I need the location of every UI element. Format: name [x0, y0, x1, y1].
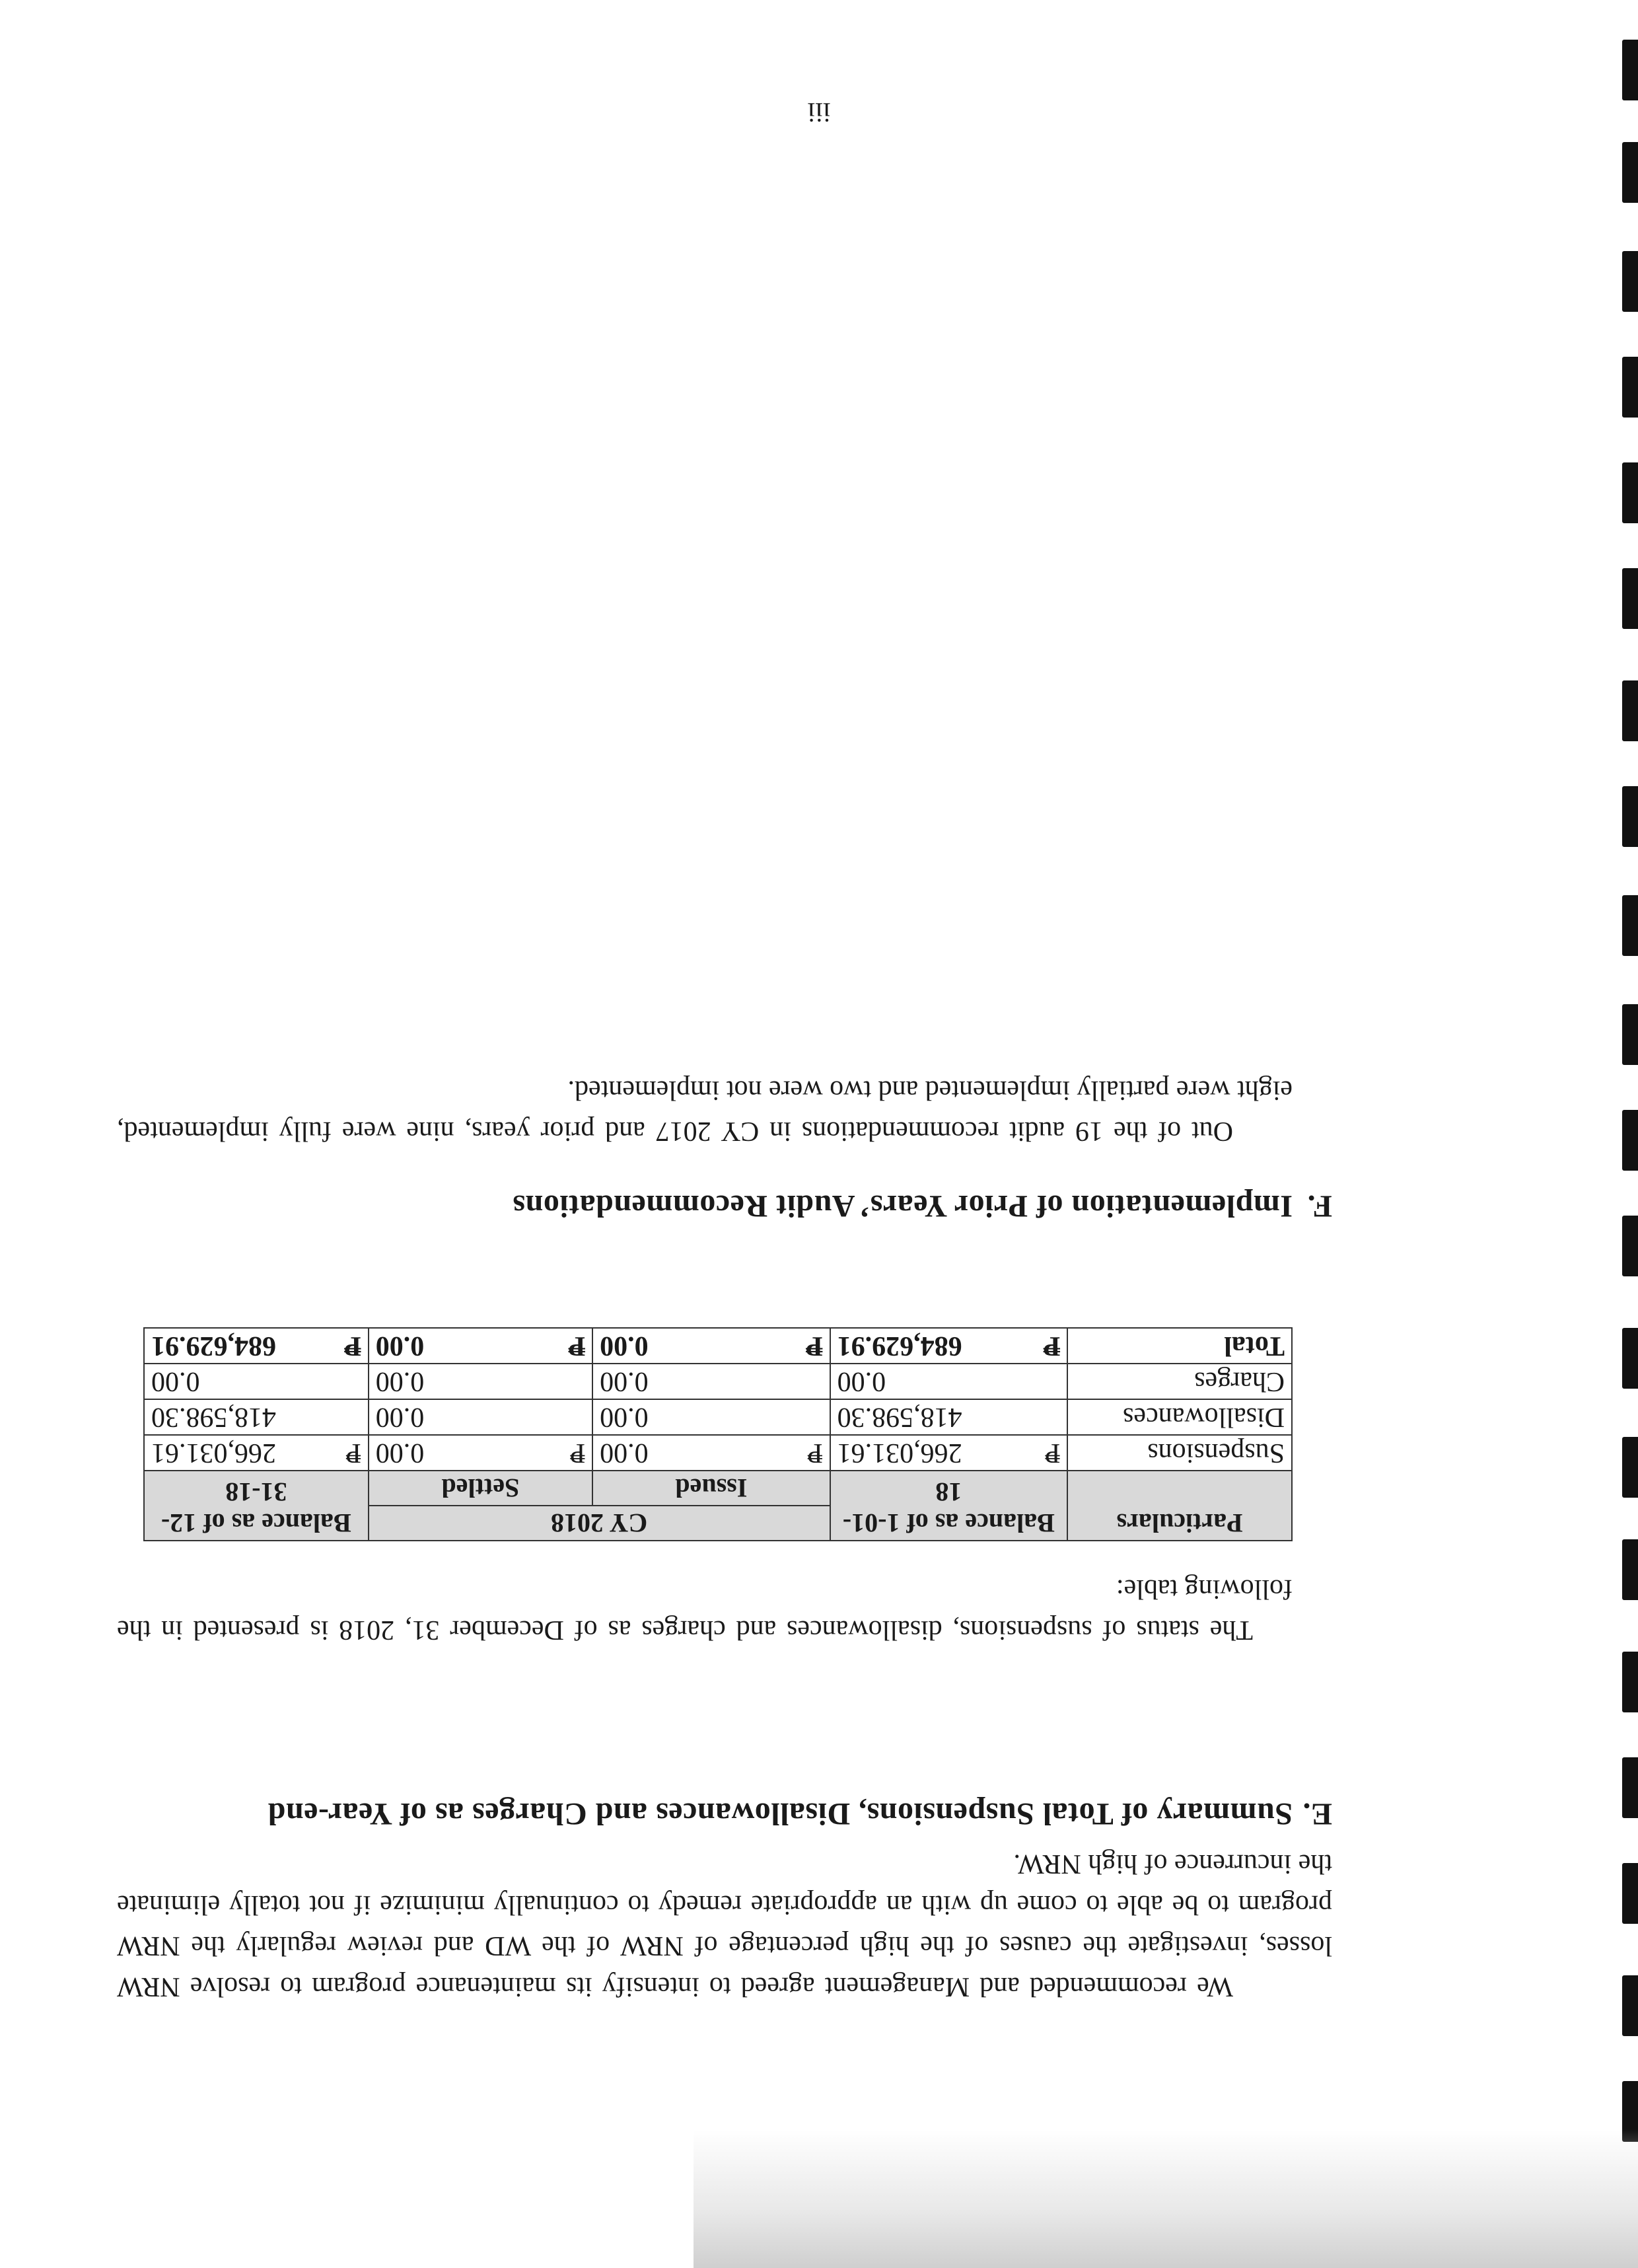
- peso-sign: ₱: [1044, 1438, 1061, 1468]
- peso-sign: ₱: [569, 1438, 586, 1468]
- peso-sign: ₱: [807, 1438, 823, 1468]
- peso-sign: ₱: [568, 1331, 586, 1361]
- header-balance-end: Balance as of 12-31-18: [144, 1471, 369, 1541]
- summary-table-block: [143, 1327, 1293, 1541]
- section-e: [117, 1796, 1332, 1832]
- section-f-body: Out of the 19 audit recommendations in CY 2017 and prior years, nine were fully implemented, eight were partially implemented and two were not implemented.: [117, 1075, 1293, 1146]
- header-cy: CY 2018: [369, 1506, 830, 1541]
- cell-issued: 0.00: [600, 1438, 649, 1468]
- peso-sign: ₱: [345, 1438, 361, 1468]
- header-settled: Settled: [369, 1471, 592, 1506]
- cell-end-total: 684,629.91: [151, 1331, 276, 1361]
- table-header-row: [144, 1506, 1292, 1541]
- cell-settled: 0.00: [369, 1364, 592, 1399]
- cell-end: 418,598.30: [144, 1399, 369, 1435]
- summary-table: [143, 1327, 1293, 1541]
- peso-sign: ₱: [344, 1331, 361, 1361]
- cell-particular: Charges: [1067, 1364, 1292, 1399]
- cell-settled: 0.00: [375, 1438, 425, 1468]
- table-row: [144, 1364, 1292, 1399]
- cell-particular: Suspensions: [1067, 1435, 1292, 1471]
- cell-begin-total: 684,629.91: [837, 1331, 962, 1361]
- cell-end: 0.00: [144, 1364, 369, 1399]
- section-e-intro: The status of suspensions, disallowances and charges as of December 31, 2018 is presented in the following table:: [117, 1574, 1293, 1645]
- cell-issued: 0.00: [592, 1364, 830, 1399]
- cell-issued: 0.00: [592, 1399, 830, 1435]
- section-e-letter: E.: [1302, 1796, 1332, 1831]
- section-f: [117, 1188, 1332, 1224]
- cell-begin: 266,031.61: [837, 1438, 962, 1468]
- cell-begin: 418,598.30: [830, 1399, 1068, 1435]
- paragraph-recommendation: We recommended and Management agreed to intensify its maintenance program to resolve NRW losses, investigate the causes of the high percentage of NRW of the WD and review regularly the NRW program to be able to come up with an appropriate remedy to continually minimize if not totally eliminate the incurrence of high NRW.: [117, 1848, 1332, 2002]
- header-issued: Issued: [592, 1471, 830, 1506]
- header-balance-begin: Balance as of 1-01-18: [830, 1471, 1068, 1541]
- page-number: iii: [807, 96, 831, 127]
- section-f-letter: F.: [1307, 1189, 1332, 1224]
- section-f-heading: [117, 1188, 1332, 1224]
- cell-end: 266,031.61: [151, 1438, 276, 1468]
- cell-particular-total: Total: [1067, 1328, 1292, 1364]
- section-e-title: Summary of Total Suspensions, Disallowances and Charges as of Year-end: [267, 1796, 1293, 1831]
- peso-sign: ₱: [1043, 1331, 1061, 1361]
- section-e-intro-block: [117, 1568, 1293, 1650]
- cell-issued-total: 0.00: [600, 1331, 649, 1361]
- cell-settled: 0.00: [369, 1399, 592, 1435]
- table-row: [144, 1435, 1292, 1471]
- section-f-title: Implementation of Prior Years’ Audit Recommendations: [513, 1189, 1293, 1224]
- table-row: [144, 1399, 1292, 1435]
- cell-begin: 0.00: [830, 1364, 1068, 1399]
- section-f-body-block: [117, 1070, 1293, 1152]
- section-e-heading: [117, 1796, 1332, 1832]
- peso-sign: ₱: [805, 1331, 823, 1361]
- cell-particular: Disallowances: [1067, 1399, 1292, 1435]
- paragraph-recommendation-block: [117, 1843, 1332, 2007]
- table-row-total: [144, 1328, 1292, 1364]
- cell-settled-total: 0.00: [375, 1331, 425, 1361]
- header-particulars: Particulars: [1067, 1471, 1292, 1541]
